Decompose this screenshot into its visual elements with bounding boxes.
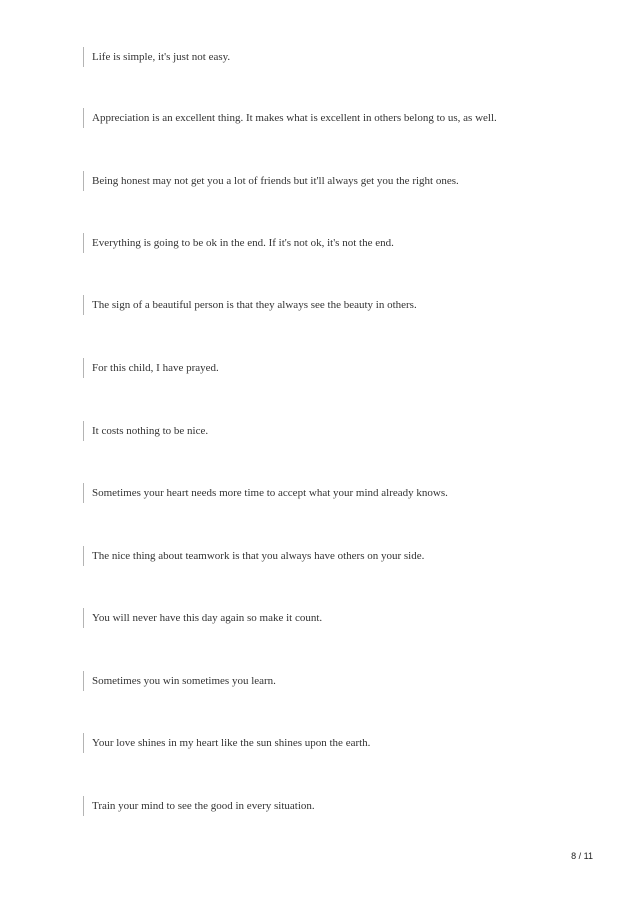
- quote-block: Appreciation is an excellent thing. It makes what is excellent in others belong to us, as well.: [83, 108, 497, 128]
- quote-block: Sometimes you win sometimes you learn.: [83, 671, 276, 691]
- quote-block: Sometimes your heart needs more time to accept what your mind already knows.: [83, 483, 448, 503]
- quote-block: You will never have this day again so make it count.: [83, 608, 322, 628]
- quote-block: Being honest may not get you a lot of friends but it'll always get you the right ones.: [83, 171, 459, 191]
- quote-block: It costs nothing to be nice.: [83, 421, 208, 441]
- quote-block: Your love shines in my heart like the sun shines upon the earth.: [83, 733, 370, 753]
- quote-block: Everything is going to be ok in the end. If it's not ok, it's not the end.: [83, 233, 394, 253]
- quote-block: Life is simple, it's just not easy.: [83, 47, 230, 67]
- quote-block: The nice thing about teamwork is that you always have others on your side.: [83, 546, 424, 566]
- quote-block: Train your mind to see the good in every situation.: [83, 796, 315, 816]
- quote-block: The sign of a beautiful person is that they always see the beauty in others.: [83, 295, 417, 315]
- page-number: 8 / 11: [571, 851, 593, 861]
- quote-block: For this child, I have prayed.: [83, 358, 219, 378]
